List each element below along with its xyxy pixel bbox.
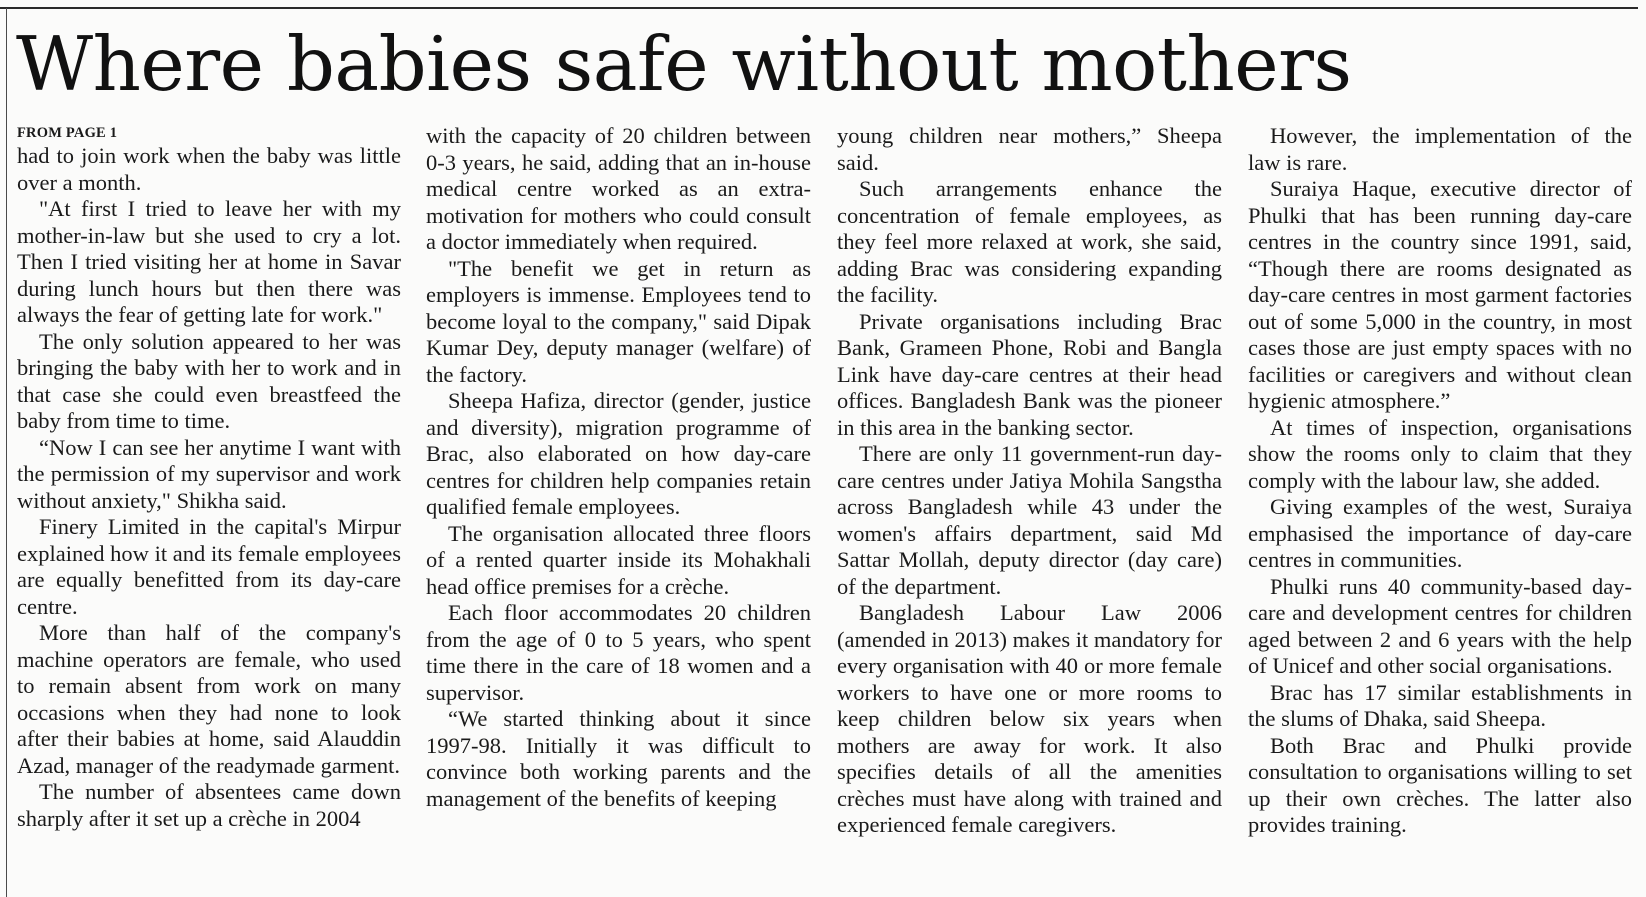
paragraph: young children near mothers,” Sheepa said. xyxy=(837,123,1222,175)
paragraph: Suraiya Haque, executive director of Phulki that has been running day-care centres in the country since 1991, said, “Though there are rooms designated as day-care centres in most garment factories out of some 5,000 in the country, in most cases those are just empty spaces with no facilities or caregivers and without clean hygienic atmosphere.” xyxy=(1248,176,1632,413)
article-column-4 xyxy=(1248,123,1632,893)
paragraph: Each floor accommodates 20 children from the age of 0 to 5 years, who spent time there in the care of 18 women and a supervisor. xyxy=(426,600,811,705)
paragraph: Bangladesh Labour Law 2006 (amended in 2013) makes it mandatory for every organisation with 40 or more female workers to have one or more rooms to keep children below six years when mothers are away for work. It also specifies details of all the amenities crèches must have along with trained and experienced female caregivers. xyxy=(837,600,1222,837)
paragraph: Private organisations including Brac Bank, Grameen Phone, Robi and Bangla Link have day-care centres at their head offices. Bangladesh Bank was the pioneer in this area in the banking sector. xyxy=(837,308,1222,440)
paragraph: The organisation allocated three floors of a rented quarter inside its Mohakhali head office premises for a crèche. xyxy=(426,520,811,599)
paragraph: with the capacity of 20 children between 0-3 years, he said, adding that an in-house medical centre worked as an extra-motivation for mothers who could consult a doctor immediately when required. xyxy=(426,123,811,254)
paragraph: "At first I tried to leave her with my mother-in-law but she used to cry a lot. Then I tried visiting her at home in Savar during lunch hours but then there was always the fear of getting late for work." xyxy=(17,196,401,327)
paragraph: However, the implementation of the law is rare. xyxy=(1248,123,1632,175)
left-rule xyxy=(6,8,7,897)
paragraph: The only solution appeared to her was bringing the baby with her to work and in that case she could even breastfeed the baby from time to time. xyxy=(17,328,401,433)
article-column-1 xyxy=(17,123,401,893)
paragraph: Giving examples of the west, Suraiya emphasised the importance of day-care centres in communities. xyxy=(1248,494,1632,572)
top-rule xyxy=(0,7,1638,9)
paragraph: had to join work when the baby was little over a month. xyxy=(17,143,401,195)
paragraph: At times of inspection, organisations show the rooms only to claim that they comply with the labour law, she added. xyxy=(1248,414,1632,493)
article-column-2 xyxy=(426,123,811,893)
paragraph: “We started thinking about it since 1997-98. Initially it was difficult to convince both working parents and the management of the benefits of keeping xyxy=(426,706,811,811)
article-column-3 xyxy=(837,123,1222,893)
paragraph: Brac has 17 similar establishments in the slums of Dhaka, said Sheepa. xyxy=(1248,679,1632,731)
paragraph: There are only 11 government-run day-care centres under Jatiya Mohila Sangstha across Bangladesh while 43 under the women's affairs department, said Md Sattar Mollah, deputy director (day care) of the department. xyxy=(837,441,1222,599)
paragraph: Phulki runs 40 community-based day-care and development centres for children aged between 2 and 6 years with the help of Unicef and other social organisations. xyxy=(1248,573,1632,678)
paragraph: “Now I can see her anytime I want with the permission of my supervisor and work without anxiety," Shikha said. xyxy=(17,434,401,513)
paragraph: Sheepa Hafiza, director (gender, justice and diversity), migration programme of Brac, also elaborated on how day-care centres for children help companies retain qualified female employees. xyxy=(426,388,811,519)
headline: Where babies safe without mothers xyxy=(16,20,1352,108)
paragraph: Finery Limited in the capital's Mirpur explained how it and its female employees are equally benefitted from its day-care centre. xyxy=(17,514,401,619)
kicker-from-page: FROM PAGE 1 xyxy=(17,125,118,141)
paragraph: The number of absentees came down sharply after it set up a crèche in 2004 xyxy=(17,779,401,831)
paragraph: Both Brac and Phulki provide consultation to organisations willing to set up their own crèches. The latter also provides training. xyxy=(1248,732,1632,837)
paragraph: More than half of the company's machine operators are female, who used to remain absent from work on many occasions when they had none to look after their babies at home, said Alauddin Azad, manager of the readymade garment. xyxy=(17,620,401,778)
paragraph: Such arrangements enhance the concentration of female employees, as they feel more relaxed at work, she said, adding Brac was considering expanding the facility. xyxy=(837,176,1222,307)
paragraph: "The benefit we get in return as employers is immense. Employees tend to become loyal to the company," said Dipak Kumar Dey, deputy manager (welfare) of the factory. xyxy=(426,255,811,387)
